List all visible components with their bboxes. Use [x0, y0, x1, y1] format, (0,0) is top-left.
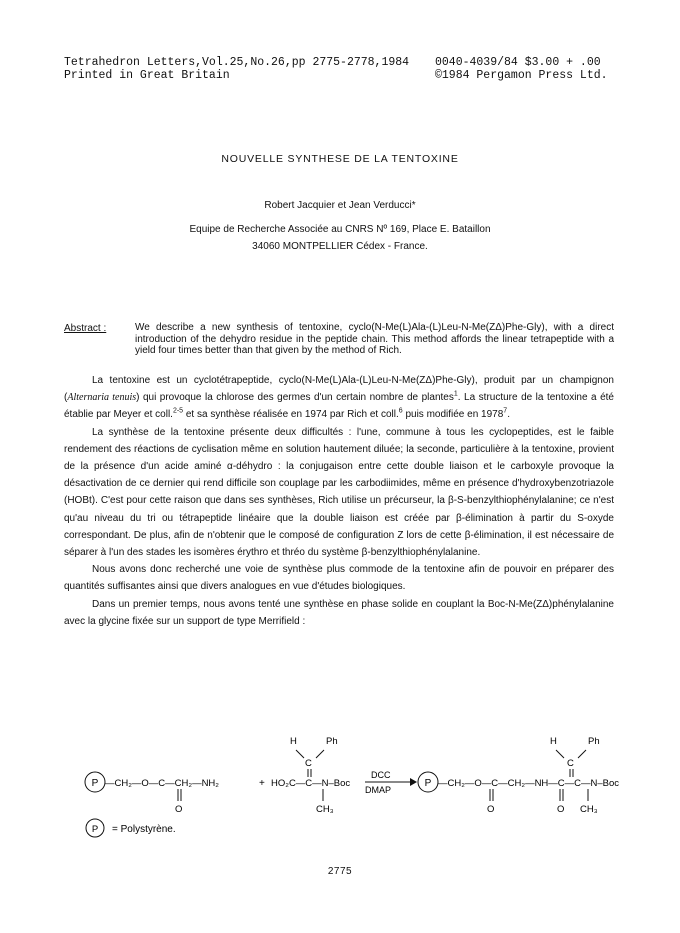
authors: Robert Jacquier et Jean Verducci*: [264, 200, 416, 211]
body-text: [64, 372, 614, 630]
polymer-symbol: P: [91, 778, 99, 789]
amide-o: O: [557, 804, 565, 815]
ref-6: 6: [398, 408, 403, 416]
dipeptide-resin: —CH₂—O—C—CH₂—NH—C—C—N–Boc: [438, 778, 620, 789]
copyright: ©1984 Pergamon Press Ltd.: [435, 69, 608, 82]
ref-7: 7: [503, 408, 508, 416]
species-name: Alternaria tenuis: [67, 392, 137, 404]
phenyl-group: Ph: [588, 736, 600, 747]
h-atom: H: [550, 736, 557, 747]
bond: [556, 750, 564, 758]
dehydro-phe-reagent: HO₂C—C—N–Boc: [271, 778, 351, 789]
vinyl-carbon: C: [567, 758, 574, 769]
arrow-head-icon: [410, 778, 417, 786]
ref-1: 1: [453, 390, 458, 398]
polymer-symbol: P: [424, 778, 432, 789]
reagent-dcc: DCC: [371, 770, 391, 780]
n-methyl: CH₃: [316, 804, 334, 815]
phenyl-group: Ph: [326, 736, 338, 747]
affiliation-line2: 34060 MONTPELLIER Cédex - France.: [252, 241, 428, 252]
carbonyl-o: O: [487, 804, 495, 815]
journal-citation: Tetrahedron Letters,Vol.25,No.26,pp 2775-2778,1984: [64, 56, 410, 69]
legend-text: = Polystyrène.: [112, 824, 176, 835]
n-methyl: CH₃: [580, 804, 598, 815]
paragraph-3: Nous avons donc recherché une voie de synthèse plus commode de la tentoxine afin de pouvoir en préparer des quantités suffisantes ainsi que divers analogues en vue d'études biologiques.: [64, 564, 614, 593]
printed-in: Printed in Great Britain: [64, 69, 230, 82]
carbonyl-o: O: [175, 804, 183, 815]
h-atom: H: [290, 736, 297, 747]
paragraph-1: La tentoxine est un cyclotétrapeptide, cyclo(N-Me(L)Ala-(L)Leu-N-Me(ZΔ)Phe-Gly), produit par un champignon (Alternaria tenuis) qui provoque la chlorose des germes d'un certain nombre de plantes$^1$. La structure de la tentoxine a été établie par Meyer et coll.$^{2-5}$ et sa synthèse réalisée en 1974 par Rich et coll.$^6$ puis modifiée en 1978$^7$.: [64, 375, 614, 421]
paragraph-2: La synthèse de la tentoxine présente deux difficultés : l'une, commune à tous les cyclopeptides, est le faible rendement des réactions de cyclisation même en solution hautement diluée; la seconde, particulière à la tentoxine, provient de la présence d'un acide aminé α-déhydro : la conjugaison entre cette double liaison et le carboxyle provoque la désactivation de ce dernier qui rend difficile son couplage par les carbodiimides, même en présence d'hydroxybenzotriazole (HOBt). C'est pour cette raison que dans ses synthèses, Rich utilise un précurseur, la β-S-benzylthiophénylalanine; ce n'est qu'au niveau du tri ou tétrapeptide linéaire que la double liaison est créée par β-élimination à partir du S-oxyde correspondant. De plus, afin de n'obtenir que le composé de configuration Z lors de cette β-élimination, il est nécessaire de séparer à l'un des stades les isomères érythro et thréo du système β-benzylthiophénylalanine.: [64, 426, 614, 559]
glycine-resin: —CH₂—O—C—CH₂—NH₂: [105, 778, 219, 789]
vinyl-carbon: C: [305, 758, 312, 769]
issn-price: 0040-4039/84 $3.00 + .00: [435, 56, 601, 69]
ref-2-5: 2-5: [172, 408, 184, 416]
bond: [316, 750, 324, 758]
legend-symbol: P: [91, 824, 99, 835]
paper-title: NOUVELLE SYNTHESE DE LA TENTOXINE: [221, 153, 459, 165]
bond: [296, 750, 304, 758]
paragraph-4: Dans un premier temps, nous avons tenté une synthèse en phase solide en couplant la Boc-N-Me(ZΔ)phénylalanine avec la glycine fixée sur un support de type Merrifield :: [64, 598, 614, 627]
reagent-dmap: DMAP: [365, 785, 392, 795]
reaction-scheme: [60, 728, 620, 840]
plus-sign: +: [259, 778, 265, 789]
abstract-label: Abstract :: [64, 323, 107, 334]
affiliation-line1: Equipe de Recherche Associée au CNRS Nº 169, Place E. Bataillon: [189, 224, 491, 235]
abstract-text: We describe a new synthesis of tentoxine, cyclo(N-Me(L)Ala-(L)Leu-N-Me(ZΔ)Phe-Gly), with a direct introduction of the dehydro residue in the peptide chain. This method affords the linear tetrapeptide with a yield four times better than that given by the method of Rich.: [135, 322, 614, 356]
page-number: 2775: [327, 866, 353, 877]
bond: [578, 750, 586, 758]
